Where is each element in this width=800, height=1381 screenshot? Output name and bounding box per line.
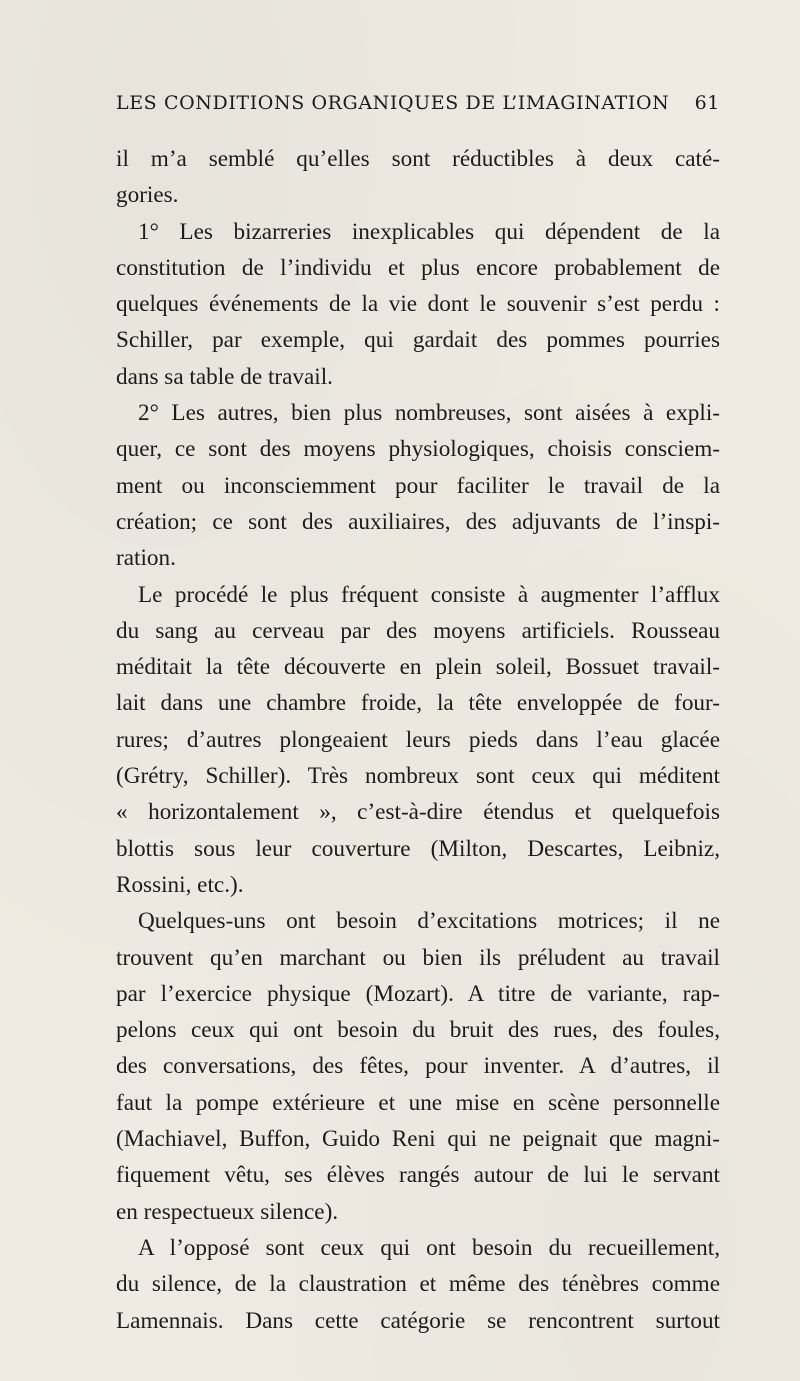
running-title: LES CONDITIONS ORGANIQUES DE L’IMAGINATION [116,92,670,114]
text-line: ment ou inconsciemment pour faciliter le travail de la [116,472,720,499]
text-line: blottis sous leur couverture (Milton, Descartes, Leibniz, [116,835,720,862]
text-line: Schiller, par exemple, qui gardait des pommes pourries [116,327,720,354]
paragraph [116,141,720,214]
running-head [116,92,720,122]
text-line: gories. [116,182,179,209]
text-line: fiquement vêtu, ses élèves rangés autour de lui le servant [116,1162,720,1189]
text-line: création; ce sont des auxiliaires, des adjuvants de l’inspi- [116,508,720,535]
text-line: « horizontalement », c’est-à-dire étendus et quelquefois [116,799,720,826]
paragraph [116,577,720,904]
text-line: A l’opposé sont ceux qui ont besoin du recueillement, [138,1234,720,1261]
text-line: constitution de l’individu et plus encore probablement de [116,254,720,281]
text-line: Le procédé le plus fréquent consiste à augmenter l’afflux [138,581,720,608]
text-line: pelons ceux qui ont besoin du bruit des rues, des foules, [116,1017,720,1044]
paragraph [116,214,720,395]
text-line: Lamennais. Dans cette catégorie se rencontrent surtout [116,1307,720,1334]
text-line: Quelques-uns ont besoin d’excitations motrices; il ne [138,908,720,935]
text-line: il m’a semblé qu’elles sont réductibles à deux caté- [116,146,720,172]
text-line: du silence, de la claustration et même des ténèbres comme [116,1271,720,1298]
text-line: par l’exercice physique (Mozart). A titre de variante, rap- [116,980,720,1007]
paragraph [116,1230,720,1339]
text-line: (Grétry, Schiller). Très nombreux sont ceux qui méditent [116,763,720,790]
text-line: dans sa table de travail. [116,363,333,390]
text-line: trouvent qu’en marchant ou bien ils préludent au travail [116,944,720,971]
text-line: 2° Les autres, bien plus nombreuses, sont aisées à expli- [138,400,720,427]
text-line: quelques événements de la vie dont le souvenir s’est perdu : [116,291,720,318]
text-line: (Machiavel, Buffon, Guido Reni qui ne peignait que magni- [116,1126,720,1153]
text-line: du sang au cerveau par des moyens artificiels. Rousseau [116,617,720,644]
text-line: quer, ce sont des moyens physiologiques, choisis consciem- [116,436,720,463]
text-line: en respectueux silence). [116,1198,339,1225]
text-line: faut la pompe extérieure et une mise en scène personnelle [116,1089,720,1116]
text-line: méditait la tête découverte en plein soleil, Bossuet travail- [116,654,720,681]
text-line: rures; d’autres plongeaient leurs pieds dans l’eau glacée [116,726,720,753]
text-line: Rossini, etc.). [116,871,244,898]
body-text [116,141,720,1339]
text-line: des conversations, des fêtes, pour inventer. A d’autres, il [116,1053,720,1080]
text-line: 1° Les bizarreries inexplicables qui dépendent de la [138,218,720,245]
text-line: ration. [116,545,176,572]
paragraph [116,903,720,1230]
page-number: 61 [694,92,720,114]
text-line: lait dans une chambre froide, la tête enveloppée de four- [116,690,720,717]
paragraph [116,395,720,576]
